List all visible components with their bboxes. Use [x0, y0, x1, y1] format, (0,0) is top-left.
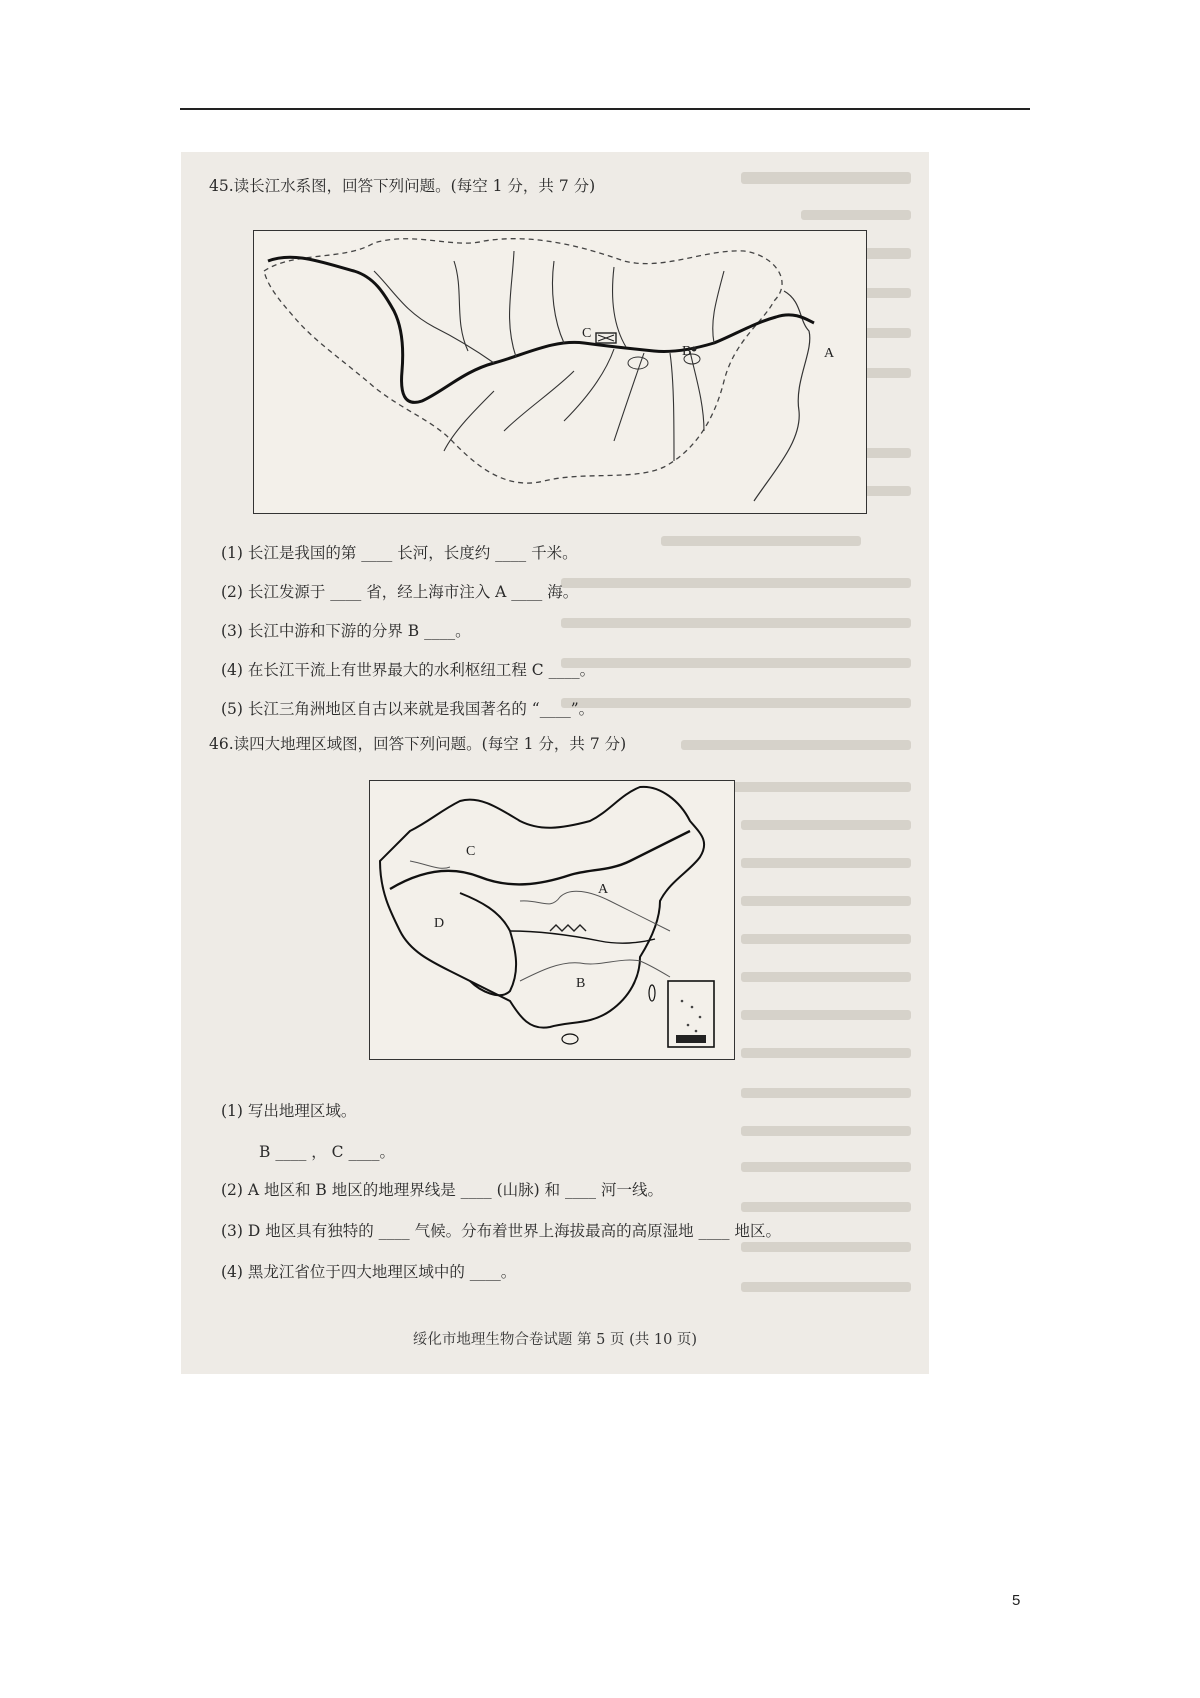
q45-item-5: (5) 长江三角洲地区自古以来就是我国著名的 “____”。: [221, 700, 595, 718]
page-number: 5: [1012, 1592, 1021, 1609]
q46-item-2: (2) A 地区和 B 地区的地理界线是 ____ (山脉) 和 ____ 河一线。: [221, 1181, 663, 1199]
yangtze-map-label-a: A: [824, 346, 835, 361]
yangtze-map-label-c: C: [582, 326, 592, 341]
q45-item-3: (3) 长江中游和下游的分界 B ____。: [221, 622, 471, 640]
q45-title: 45.读长江水系图，回答下列问题。(每空 1 分，共 7 分): [209, 177, 596, 195]
yangtze-map-label-b: B: [682, 344, 692, 359]
header-rule: [180, 108, 1030, 110]
q45-item-2: (2) 长江发源于 ____ 省，经上海市注入 A ____ 海。: [221, 583, 579, 601]
q46-item-4: (4) 黑龙江省位于四大地理区域中的 ____。: [221, 1263, 517, 1281]
china-regions-map: [369, 780, 735, 1060]
exam-footer: 绥化市地理生物合卷试题 第 5 页 (共 10 页): [412, 1332, 698, 1348]
regions-map-label-a: A: [598, 882, 609, 897]
q46-item-1: (1) 写出地理区域。: [221, 1102, 357, 1120]
q45-item-1: (1) 长江是我国的第 ____ 长河，长度约 ____ 千米。: [221, 544, 578, 562]
q46-item-1-blanks: B ____ ， C ____。: [259, 1143, 395, 1161]
regions-map-label-c: C: [466, 844, 476, 859]
regions-map-label-b: B: [576, 976, 586, 991]
scanned-exam-page: [181, 152, 929, 1374]
yangtze-river-map: [253, 230, 867, 514]
regions-map-label-d: D: [434, 916, 445, 931]
q45-item-4: (4) 在长江干流上有世界最大的水利枢纽工程 C ____。: [221, 661, 596, 679]
q46-title: 46.读四大地理区域图，回答下列问题。(每空 1 分，共 7 分): [209, 735, 627, 753]
q46-item-3: (3) D 地区具有独特的 ____ 气候。分布着世界上海拔最高的高原湿地 ____ 地区。: [221, 1222, 781, 1240]
